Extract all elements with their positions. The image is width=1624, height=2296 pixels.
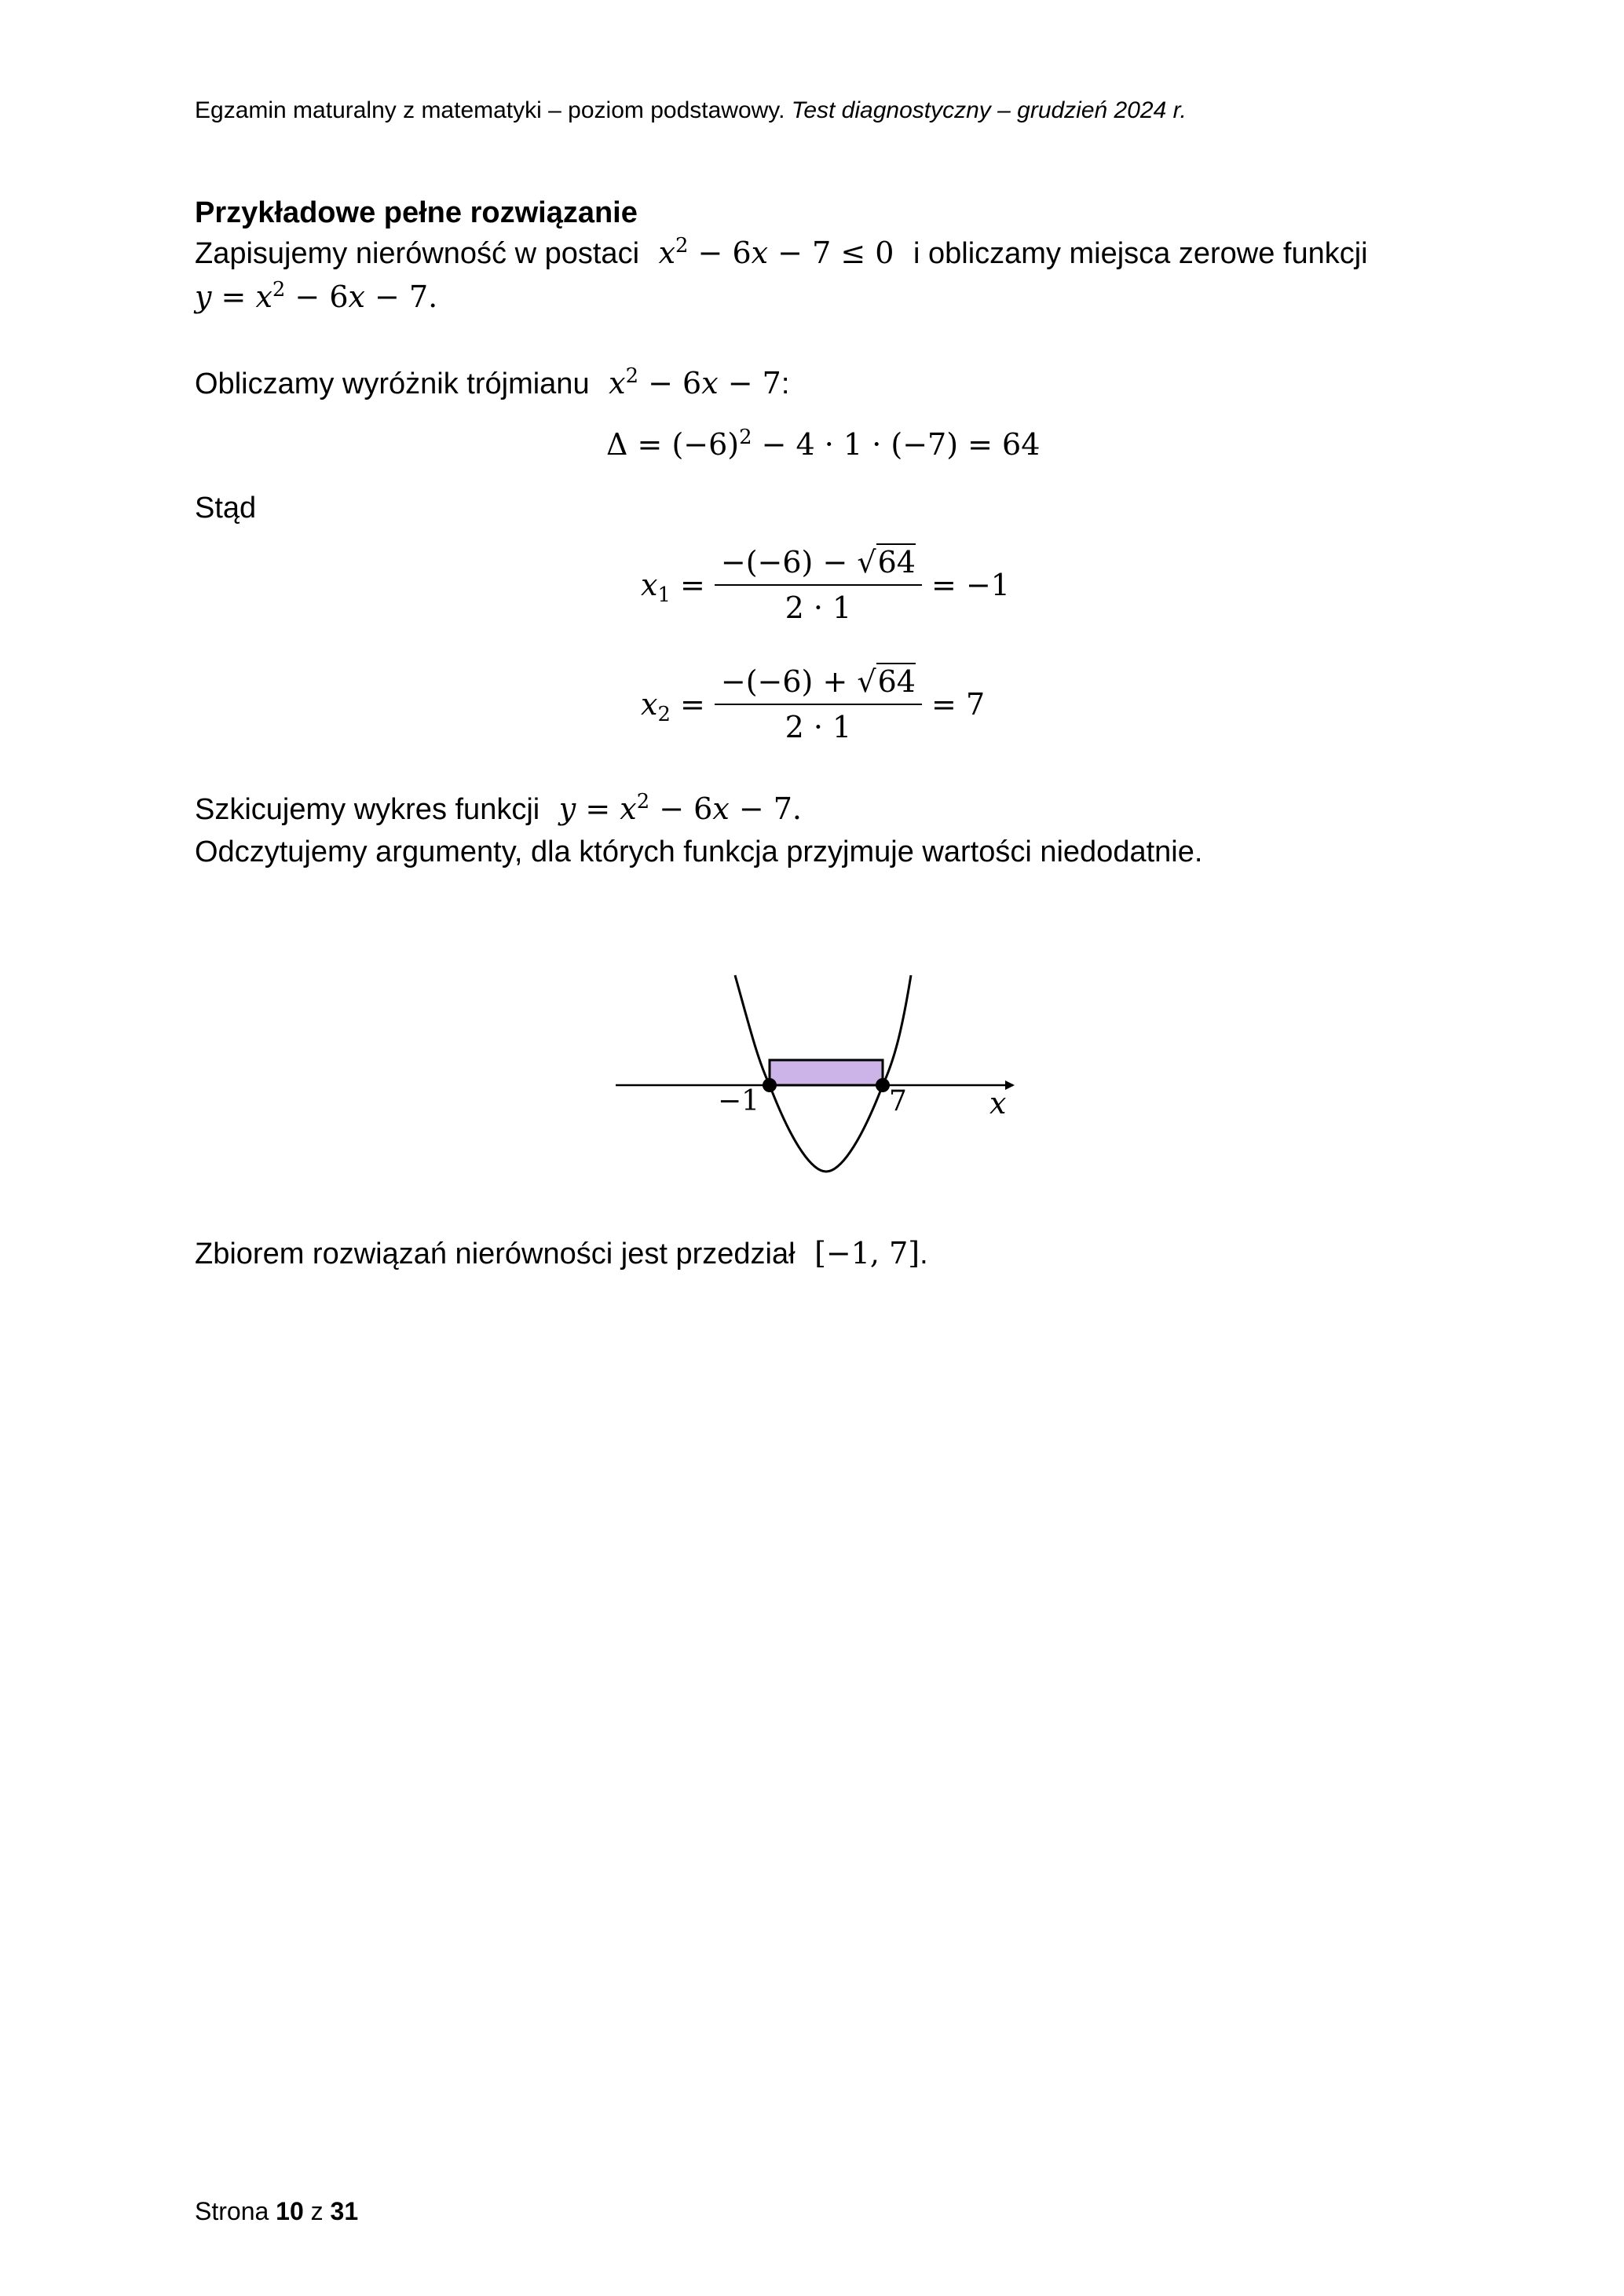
header-subtitle: Test diagnostyczny – grudzień 2024 r. <box>791 97 1187 123</box>
paragraph-sketch <box>195 789 803 827</box>
paragraph-inequality <box>195 233 1368 271</box>
solution-interval-box <box>770 1060 883 1085</box>
paragraph-discriminant: Obliczamy wyróżnik trójmianu $x^2 - 6x - 7$: <box>195 364 790 400</box>
paragraph-read: Odczytujemy argumenty, dla których funkcja przyjmuje wartości niedodatnie. <box>195 835 1203 868</box>
discriminant-equation: $\Delta = (-6)^2 - 4 \cdot 1 \cdot (-7) = 64$ <box>606 425 1041 462</box>
paragraph-hence: Stąd <box>195 492 257 525</box>
root-label-right: 7 <box>889 1085 907 1117</box>
paragraph-inequality-text-2: i obliczamy miejsca zerowe funkcji <box>913 237 1368 270</box>
inequality-formula: $x^2 - 6x - 7 \le 0$ <box>658 233 894 270</box>
paragraph-conclusion: Zbiorem rozwiązań nierówności jest przedział [−1, 7]. <box>195 1236 928 1270</box>
paragraph-conclusion-text: Zbiorem rozwiązań nierówności jest przedział <box>195 1238 796 1270</box>
header-title: Egzamin maturalny z matematyki – poziom podstawowy. <box>195 97 785 123</box>
footer-prefix: Strona <box>195 2197 269 2225</box>
section-heading: Przykładowe pełne rozwiązanie <box>195 196 638 229</box>
footer-page-number: 10 <box>276 2197 304 2225</box>
root-x1-equation: $x_1$ = $\frac{-(-6) - √64}{2 \cdot 1}$ = −1 <box>641 545 1010 625</box>
page-footer <box>195 2197 358 2226</box>
solution-interval: [−1, 7] <box>814 1236 920 1270</box>
root-x2-equation: $x_2$ = $\frac{-(-6) + √64}{2 \cdot 1}$ = 7 <box>641 664 986 744</box>
trinomial-formula: $x^2 - 6x - 7$ <box>609 364 781 400</box>
page-header <box>195 97 1187 124</box>
function-formula: $y = x^2 - 6x - 7$. <box>195 277 438 314</box>
paragraph-inequality-text: Zapisujemy nierówność w postaci <box>195 237 640 270</box>
parabola-graph <box>613 966 1021 1186</box>
root-point-right <box>876 1078 890 1092</box>
root-point-left <box>763 1078 777 1092</box>
root-label-left: −1 <box>718 1085 760 1117</box>
paragraph-discriminant-text: Obliczamy wyróżnik trójmianu <box>195 367 590 400</box>
axis-label-x: x <box>989 1086 1007 1121</box>
footer-sep: z <box>310 2197 324 2225</box>
footer-total-pages: 31 <box>330 2197 359 2225</box>
paragraph-sketch-text: Szkicujemy wykres funkcji <box>195 793 540 826</box>
sketch-formula: $y = x^2 - 6x - 7$. <box>558 789 803 826</box>
